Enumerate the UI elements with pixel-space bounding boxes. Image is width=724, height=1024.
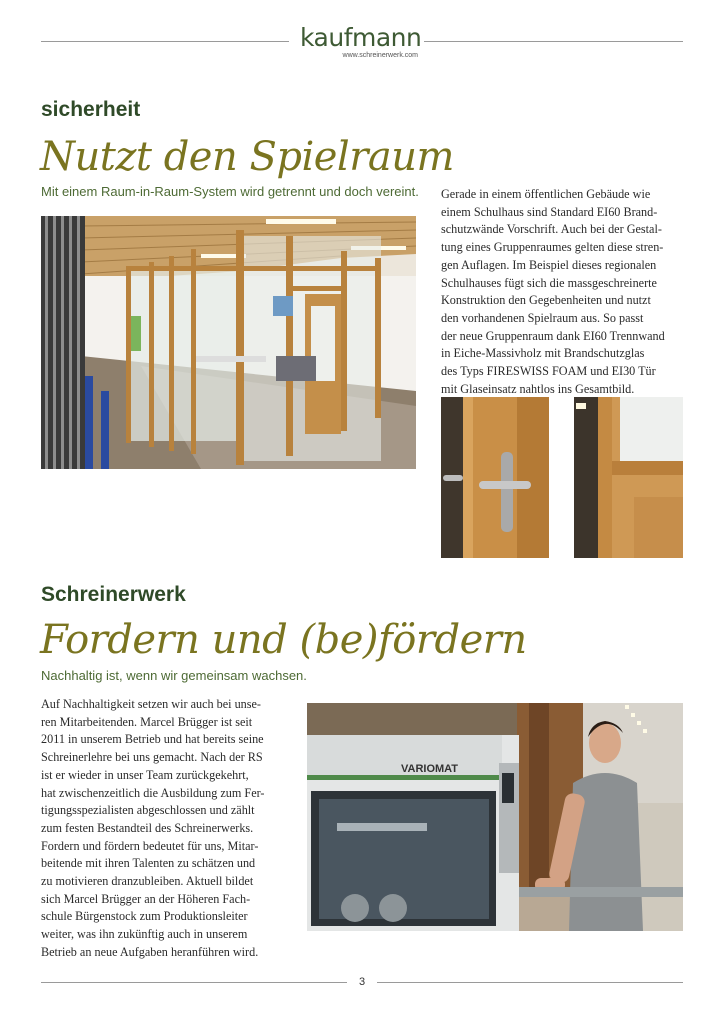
body-line: der neue Gruppenraum dank EI60 Trennwand [441,328,665,343]
door-handle-photo [441,397,549,558]
section1-body [441,186,665,398]
header-rule-right [424,41,683,42]
body-line: Betrieb an neue Aufgaben heranführen wird. [41,944,259,959]
section1-kicker: sicherheit [41,98,141,121]
body-line: gen Auflagen. Im Beispiel dieses regionalen [441,257,657,272]
logo-url: www.schreinerwerk.com [342,52,418,59]
logo-wordmark: kaufmann [300,23,422,52]
body-line: tigungsspezialisten abgeschlossen und zählt [41,803,255,818]
section2-kicker: Schreinerwerk [41,583,186,606]
header-rule-left [41,41,289,42]
body-line: ist er wieder in unser Team zurückgekehrt, [41,767,249,782]
worker-machine-photo [307,703,683,931]
machine-brand-label: VARIOMAT [401,763,459,775]
brand-logo [300,24,420,64]
section1-subtitle: Mit einem Raum-in-Raum-System wird getrennt und doch vereint. [41,184,419,199]
body-line: Konstruktion den Gegebenheiten und nutzt [441,293,651,308]
page-number: 3 [358,976,366,988]
section2-subtitle: Nachhaltig ist, wenn wir gemeinsam wachsen. [41,668,307,683]
body-line: schule Bürgenstock zum Produktionsleiter [41,909,248,924]
body-line: mit Glaseinsatz nahtlos ins Gesamtbild. [441,381,635,396]
body-line: den vorhandenen Spielraum aus. So passt [441,310,644,325]
body-line: des Typs FIRESWISS FOAM und EI30 Tür [441,364,656,379]
body-line: Fordern und fördern bedeutet für uns, Mitar- [41,838,259,853]
door-frame-photo [574,397,683,558]
body-line: zum festen Bestandteil des Schreinerwerks. [41,820,254,835]
body-line: tung eines Gruppenraumes gelten diese stren- [441,240,664,255]
section2-body [41,696,264,962]
body-line: hat zwischenzeitlich die Ausbildung zum Fer- [41,785,265,800]
body-line: beitende mit ihren Talenten zu schätzen und [41,856,256,871]
body-line: schutzwände Vorschrift. Auch bei der Gestal- [441,222,662,237]
body-line: zu motivieren dranzubleiben. Aktuell bildet [41,874,254,889]
body-line: ren Mitarbeitenden. Marcel Brügger ist seit [41,714,253,729]
body-line: Schulhauses fügt sich die massgeschreinerte [441,275,657,290]
body-line: weiter, was ihn zukünftig auch in unserem [41,927,248,942]
body-line: einem Schulhaus sind Standard EI60 Brand- [441,204,658,219]
body-line: in Eiche-Massivholz mit Brandschutzglas [441,346,645,361]
glass-room-photo [41,216,416,469]
body-line: 2011 in unserem Betrieb und hat bereits seine [41,732,264,747]
body-line: sich Marcel Brügger an der Höheren Fach- [41,891,251,906]
body-line: Schreinerlehre bei uns gemacht. Nach der RS [41,750,263,765]
body-line: Auf Nachhaltigkeit setzen wir auch bei unse- [41,697,261,711]
body-line: Gerade in einem öffentlichen Gebäude wie [441,187,651,201]
section1-title: Nutzt den Spielraum [40,134,454,180]
section2-title: Fordern und (be)fördern [40,617,527,663]
footer-rule-left [41,982,347,983]
footer-rule-right [377,982,683,983]
